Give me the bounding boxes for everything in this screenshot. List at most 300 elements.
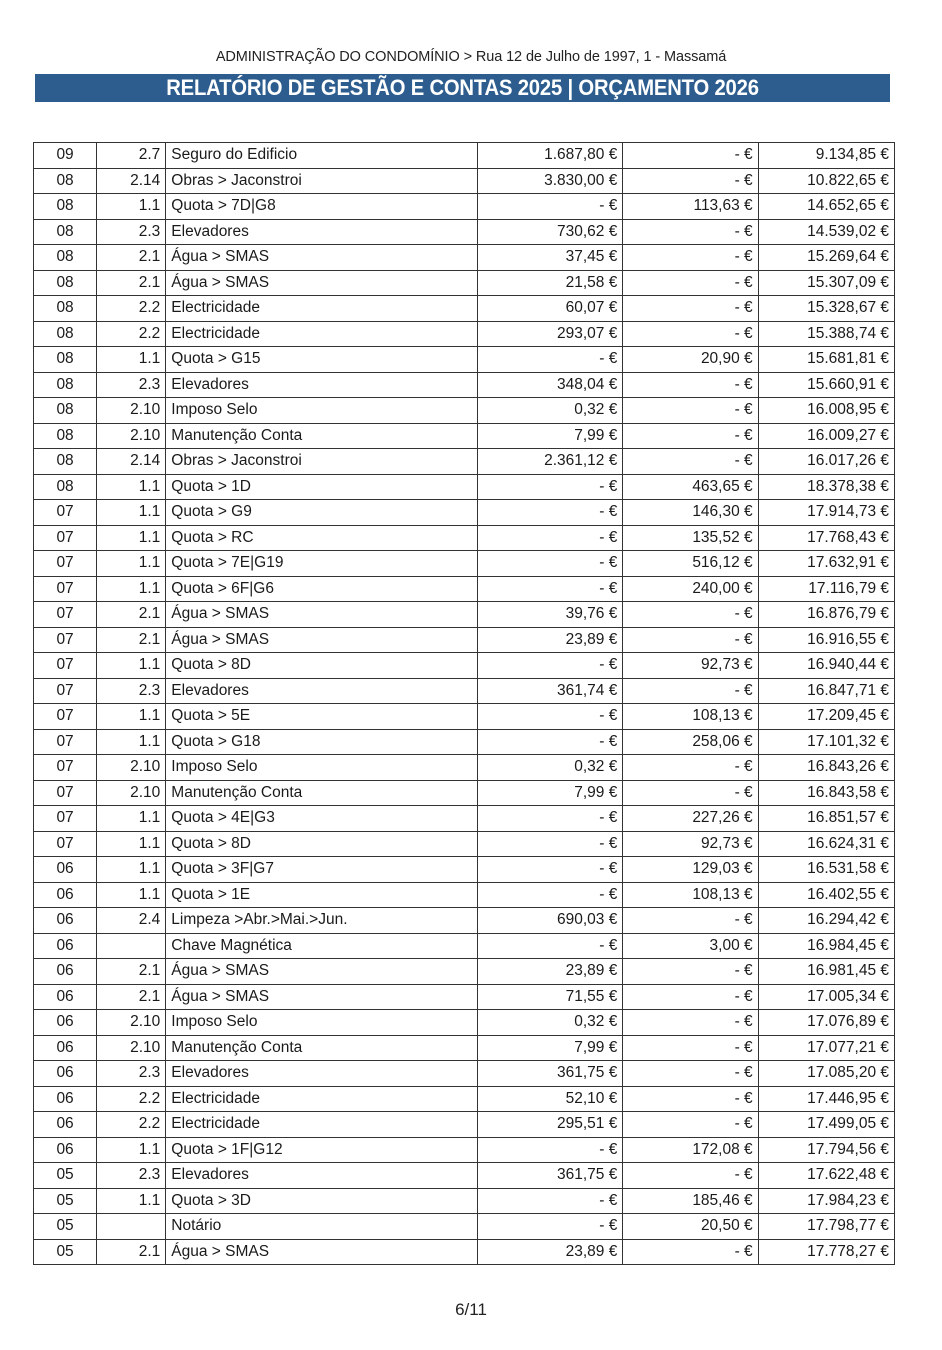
month-cell: 07	[34, 780, 97, 806]
month-cell: 06	[34, 984, 97, 1010]
account-code-cell: 2.1	[97, 984, 166, 1010]
table-row	[34, 1112, 895, 1138]
credit-cell: 516,12 €	[623, 551, 758, 577]
account-code-cell: 2.10	[97, 1010, 166, 1036]
description-cell: Água > SMAS	[166, 627, 478, 653]
table-row	[34, 755, 895, 781]
account-code-cell: 2.3	[97, 1061, 166, 1087]
credit-cell: 113,63 €	[623, 194, 758, 220]
table-row	[34, 1239, 895, 1265]
month-cell: 05	[34, 1163, 97, 1189]
credit-cell: - €	[623, 1112, 758, 1138]
debit-cell: 730,62 €	[478, 219, 623, 245]
balance-cell: 18.378,38 €	[758, 474, 894, 500]
month-cell: 08	[34, 398, 97, 424]
month-cell: 08	[34, 168, 97, 194]
month-cell: 07	[34, 525, 97, 551]
balance-cell: 14.539,02 €	[758, 219, 894, 245]
description-cell: Quota > 1F|G12	[166, 1137, 478, 1163]
debit-cell: 361,75 €	[478, 1061, 623, 1087]
account-code-cell: 2.14	[97, 449, 166, 475]
balance-cell: 14.652,65 €	[758, 194, 894, 220]
account-code-cell: 2.2	[97, 1112, 166, 1138]
description-cell: Seguro do Edificio	[166, 143, 478, 169]
month-cell: 07	[34, 551, 97, 577]
description-cell: Elevadores	[166, 219, 478, 245]
balance-cell: 17.101,32 €	[758, 729, 894, 755]
month-cell: 08	[34, 270, 97, 296]
month-cell: 06	[34, 1112, 97, 1138]
description-cell: Quota > 3D	[166, 1188, 478, 1214]
credit-cell: 258,06 €	[623, 729, 758, 755]
description-cell: Quota > 8D	[166, 653, 478, 679]
debit-cell: 0,32 €	[478, 398, 623, 424]
description-cell: Manutenção Conta	[166, 1035, 478, 1061]
account-code-cell: 1.1	[97, 1137, 166, 1163]
account-code-cell: 2.1	[97, 245, 166, 271]
credit-cell: - €	[623, 1086, 758, 1112]
page-number: 6/11	[455, 1300, 487, 1319]
month-cell: 06	[34, 933, 97, 959]
debit-cell: - €	[478, 729, 623, 755]
credit-cell: 129,03 €	[623, 857, 758, 883]
description-cell: Electricidade	[166, 296, 478, 322]
description-cell: Quota > 1D	[166, 474, 478, 500]
table-row	[34, 984, 895, 1010]
debit-cell: - €	[478, 653, 623, 679]
debit-cell: 0,32 €	[478, 755, 623, 781]
account-code-cell: 2.1	[97, 959, 166, 985]
debit-cell: - €	[478, 806, 623, 832]
account-code-cell: 2.14	[97, 168, 166, 194]
table-row	[34, 449, 895, 475]
credit-cell: - €	[623, 372, 758, 398]
credit-cell: - €	[623, 321, 758, 347]
month-cell: 06	[34, 1061, 97, 1087]
description-cell: Electricidade	[166, 1112, 478, 1138]
account-code-cell: 2.3	[97, 1163, 166, 1189]
balance-cell: 17.209,45 €	[758, 704, 894, 730]
month-cell: 06	[34, 1010, 97, 1036]
account-code-cell	[97, 933, 166, 959]
balance-cell: 17.914,73 €	[758, 500, 894, 526]
balance-cell: 17.116,79 €	[758, 576, 894, 602]
table-row	[34, 1137, 895, 1163]
balance-cell: 15.269,64 €	[758, 245, 894, 271]
description-cell: Quota > G15	[166, 347, 478, 373]
credit-cell: - €	[623, 984, 758, 1010]
credit-cell: - €	[623, 219, 758, 245]
description-cell: Imposo Selo	[166, 398, 478, 424]
account-code-cell: 1.1	[97, 576, 166, 602]
description-cell: Quota > 7E|G19	[166, 551, 478, 577]
debit-cell: 7,99 €	[478, 780, 623, 806]
month-cell: 07	[34, 500, 97, 526]
account-code-cell: 2.1	[97, 602, 166, 628]
table-row	[34, 704, 895, 730]
credit-cell: 463,65 €	[623, 474, 758, 500]
header-subtitle: ADMINISTRAÇÃO DO CONDOMÍNIO > Rua 12 de Julho de 1997, 1 - Massamá	[215, 49, 727, 65]
debit-cell: - €	[478, 857, 623, 883]
table-row	[34, 423, 895, 449]
account-code-cell: 2.1	[97, 1239, 166, 1265]
description-cell: Água > SMAS	[166, 1239, 478, 1265]
credit-cell: 185,46 €	[623, 1188, 758, 1214]
debit-cell: 361,74 €	[478, 678, 623, 704]
table-row	[34, 908, 895, 934]
credit-cell: 108,13 €	[623, 704, 758, 730]
description-cell: Notário	[166, 1214, 478, 1240]
description-cell: Água > SMAS	[166, 270, 478, 296]
debit-cell: 3.830,00 €	[478, 168, 623, 194]
description-cell: Limpeza >Abr.>Mai.>Jun.	[166, 908, 478, 934]
credit-cell: 3,00 €	[623, 933, 758, 959]
balance-cell: 17.077,21 €	[758, 1035, 894, 1061]
balance-cell: 17.798,77 €	[758, 1214, 894, 1240]
debit-cell: - €	[478, 576, 623, 602]
description-cell: Imposo Selo	[166, 1010, 478, 1036]
credit-cell: - €	[623, 959, 758, 985]
table-row	[34, 1188, 895, 1214]
table-row	[34, 270, 895, 296]
debit-cell: - €	[478, 525, 623, 551]
account-code-cell: 2.10	[97, 423, 166, 449]
balance-cell: 16.008,95 €	[758, 398, 894, 424]
balance-cell: 10.822,65 €	[758, 168, 894, 194]
debit-cell: - €	[478, 194, 623, 220]
balance-cell: 16.531,58 €	[758, 857, 894, 883]
description-cell: Quota > 8D	[166, 831, 478, 857]
balance-cell: 16.294,42 €	[758, 908, 894, 934]
table-row	[34, 194, 895, 220]
description-cell: Chave Magnética	[166, 933, 478, 959]
account-code-cell: 1.1	[97, 347, 166, 373]
table-row	[34, 1061, 895, 1087]
month-cell: 06	[34, 1086, 97, 1112]
account-code-cell: 2.2	[97, 296, 166, 322]
balance-cell: 16.940,44 €	[758, 653, 894, 679]
month-cell: 08	[34, 372, 97, 398]
month-cell: 08	[34, 423, 97, 449]
table-row	[34, 1010, 895, 1036]
credit-cell: - €	[623, 449, 758, 475]
debit-cell: 23,89 €	[478, 627, 623, 653]
table-row	[34, 347, 895, 373]
debit-cell: - €	[478, 474, 623, 500]
balance-cell: 15.307,09 €	[758, 270, 894, 296]
balance-cell: 15.660,91 €	[758, 372, 894, 398]
description-cell: Água > SMAS	[166, 984, 478, 1010]
balance-cell: 17.794,56 €	[758, 1137, 894, 1163]
account-code-cell	[97, 1214, 166, 1240]
month-cell: 06	[34, 1035, 97, 1061]
balance-cell: 17.005,34 €	[758, 984, 894, 1010]
account-code-cell: 2.3	[97, 372, 166, 398]
debit-cell: 7,99 €	[478, 1035, 623, 1061]
table-row	[34, 678, 895, 704]
balance-cell: 16.984,45 €	[758, 933, 894, 959]
debit-cell: 23,89 €	[478, 1239, 623, 1265]
account-code-cell: 2.2	[97, 321, 166, 347]
account-code-cell: 1.1	[97, 806, 166, 832]
debit-cell: - €	[478, 551, 623, 577]
balance-cell: 16.402,55 €	[758, 882, 894, 908]
account-code-cell: 1.1	[97, 857, 166, 883]
account-code-cell: 2.10	[97, 755, 166, 781]
account-code-cell: 1.1	[97, 525, 166, 551]
account-code-cell: 2.10	[97, 1035, 166, 1061]
account-code-cell: 2.2	[97, 1086, 166, 1112]
table-row	[34, 398, 895, 424]
table-row	[34, 602, 895, 628]
balance-cell: 17.632,91 €	[758, 551, 894, 577]
table-row	[34, 321, 895, 347]
table-row	[34, 1086, 895, 1112]
credit-cell: - €	[623, 627, 758, 653]
credit-cell: 92,73 €	[623, 831, 758, 857]
account-code-cell: 1.1	[97, 882, 166, 908]
balance-cell: 17.446,95 €	[758, 1086, 894, 1112]
credit-cell: - €	[623, 423, 758, 449]
month-cell: 07	[34, 678, 97, 704]
month-cell: 07	[34, 576, 97, 602]
description-cell: Quota > 4E|G3	[166, 806, 478, 832]
table-row	[34, 1035, 895, 1061]
debit-cell: - €	[478, 882, 623, 908]
debit-cell: - €	[478, 347, 623, 373]
debit-cell: 361,75 €	[478, 1163, 623, 1189]
credit-cell: - €	[623, 398, 758, 424]
account-code-cell: 2.10	[97, 780, 166, 806]
description-cell: Elevadores	[166, 1163, 478, 1189]
ledger-body	[34, 143, 895, 1265]
debit-cell: - €	[478, 1188, 623, 1214]
balance-cell: 17.768,43 €	[758, 525, 894, 551]
month-cell: 09	[34, 143, 97, 169]
account-code-cell: 2.3	[97, 678, 166, 704]
credit-cell: - €	[623, 678, 758, 704]
table-row	[34, 959, 895, 985]
balance-cell: 15.328,67 €	[758, 296, 894, 322]
account-code-cell: 1.1	[97, 551, 166, 577]
month-cell: 07	[34, 729, 97, 755]
debit-cell: - €	[478, 831, 623, 857]
description-cell: Elevadores	[166, 678, 478, 704]
description-cell: Manutenção Conta	[166, 423, 478, 449]
month-cell: 08	[34, 449, 97, 475]
month-cell: 06	[34, 908, 97, 934]
balance-cell: 15.388,74 €	[758, 321, 894, 347]
credit-cell: - €	[623, 168, 758, 194]
balance-cell: 16.916,55 €	[758, 627, 894, 653]
account-code-cell: 1.1	[97, 1188, 166, 1214]
credit-cell: - €	[623, 908, 758, 934]
balance-cell: 16.843,58 €	[758, 780, 894, 806]
account-code-cell: 1.1	[97, 194, 166, 220]
debit-cell: 23,89 €	[478, 959, 623, 985]
month-cell: 08	[34, 347, 97, 373]
table-row	[34, 882, 895, 908]
debit-cell: 60,07 €	[478, 296, 623, 322]
credit-cell: 172,08 €	[623, 1137, 758, 1163]
balance-cell: 16.009,27 €	[758, 423, 894, 449]
debit-cell: 690,03 €	[478, 908, 623, 934]
debit-cell: 1.687,80 €	[478, 143, 623, 169]
credit-cell: - €	[623, 245, 758, 271]
credit-cell: 240,00 €	[623, 576, 758, 602]
debit-cell: - €	[478, 704, 623, 730]
credit-cell: - €	[623, 143, 758, 169]
table-row	[34, 474, 895, 500]
ledger-table	[33, 142, 895, 1265]
balance-cell: 17.622,48 €	[758, 1163, 894, 1189]
description-cell: Quota > 6F|G6	[166, 576, 478, 602]
table-row	[34, 857, 895, 883]
balance-cell: 16.851,57 €	[758, 806, 894, 832]
month-cell: 07	[34, 653, 97, 679]
credit-cell: 20,90 €	[623, 347, 758, 373]
balance-cell: 16.981,45 €	[758, 959, 894, 985]
month-cell: 07	[34, 627, 97, 653]
account-code-cell: 1.1	[97, 831, 166, 857]
debit-cell: 2.361,12 €	[478, 449, 623, 475]
table-row	[34, 653, 895, 679]
description-cell: Manutenção Conta	[166, 780, 478, 806]
credit-cell: 92,73 €	[623, 653, 758, 679]
balance-cell: 15.681,81 €	[758, 347, 894, 373]
table-row	[34, 500, 895, 526]
credit-cell: - €	[623, 296, 758, 322]
balance-cell: 16.876,79 €	[758, 602, 894, 628]
month-cell: 08	[34, 296, 97, 322]
credit-cell: - €	[623, 270, 758, 296]
balance-cell: 17.984,23 €	[758, 1188, 894, 1214]
table-row	[34, 831, 895, 857]
balance-cell: 16.843,26 €	[758, 755, 894, 781]
credit-cell: 135,52 €	[623, 525, 758, 551]
credit-cell: - €	[623, 1010, 758, 1036]
table-row	[34, 933, 895, 959]
month-cell: 08	[34, 219, 97, 245]
table-row	[34, 780, 895, 806]
debit-cell: 295,51 €	[478, 1112, 623, 1138]
month-cell: 08	[34, 194, 97, 220]
description-cell: Obras > Jaconstroi	[166, 168, 478, 194]
table-row	[34, 729, 895, 755]
description-cell: Imposo Selo	[166, 755, 478, 781]
credit-cell: - €	[623, 780, 758, 806]
description-cell: Quota > 1E	[166, 882, 478, 908]
description-cell: Quota > G9	[166, 500, 478, 526]
description-cell: Elevadores	[166, 1061, 478, 1087]
account-code-cell: 2.1	[97, 270, 166, 296]
description-cell: Quota > 7D|G8	[166, 194, 478, 220]
table-row	[34, 296, 895, 322]
month-cell: 07	[34, 806, 97, 832]
debit-cell: 0,32 €	[478, 1010, 623, 1036]
credit-cell: 20,50 €	[623, 1214, 758, 1240]
report-title: RELATÓRIO DE GESTÃO E CONTAS 2025 | ORÇAMENTO 2026	[166, 75, 759, 100]
debit-cell: - €	[478, 1214, 623, 1240]
balance-cell: 17.076,89 €	[758, 1010, 894, 1036]
table-row	[34, 245, 895, 271]
table-row	[34, 143, 895, 169]
account-code-cell: 2.1	[97, 627, 166, 653]
debit-cell: 293,07 €	[478, 321, 623, 347]
debit-cell: 37,45 €	[478, 245, 623, 271]
debit-cell: 39,76 €	[478, 602, 623, 628]
account-code-cell: 2.3	[97, 219, 166, 245]
table-row	[34, 627, 895, 653]
balance-cell: 16.847,71 €	[758, 678, 894, 704]
description-cell: Água > SMAS	[166, 602, 478, 628]
table-row	[34, 551, 895, 577]
credit-cell: - €	[623, 755, 758, 781]
table-row	[34, 372, 895, 398]
table-row	[34, 219, 895, 245]
month-cell: 05	[34, 1239, 97, 1265]
table-row	[34, 806, 895, 832]
month-cell: 08	[34, 474, 97, 500]
description-cell: Quota > RC	[166, 525, 478, 551]
month-cell: 08	[34, 321, 97, 347]
month-cell: 06	[34, 1137, 97, 1163]
account-code-cell: 2.10	[97, 398, 166, 424]
credit-cell: - €	[623, 602, 758, 628]
description-cell: Electricidade	[166, 1086, 478, 1112]
month-cell: 07	[34, 755, 97, 781]
account-code-cell: 1.1	[97, 474, 166, 500]
account-code-cell: 1.1	[97, 500, 166, 526]
credit-cell: 227,26 €	[623, 806, 758, 832]
account-code-cell: 1.1	[97, 729, 166, 755]
balance-cell: 9.134,85 €	[758, 143, 894, 169]
description-cell: Elevadores	[166, 372, 478, 398]
table-row	[34, 576, 895, 602]
debit-cell: 71,55 €	[478, 984, 623, 1010]
month-cell: 07	[34, 831, 97, 857]
balance-cell: 17.499,05 €	[758, 1112, 894, 1138]
account-code-cell: 2.7	[97, 143, 166, 169]
account-code-cell: 1.1	[97, 704, 166, 730]
month-cell: 05	[34, 1214, 97, 1240]
debit-cell: - €	[478, 933, 623, 959]
table-row	[34, 525, 895, 551]
table-row	[34, 1214, 895, 1240]
balance-cell: 16.017,26 €	[758, 449, 894, 475]
credit-cell: - €	[623, 1163, 758, 1189]
balance-cell: 17.778,27 €	[758, 1239, 894, 1265]
debit-cell: 52,10 €	[478, 1086, 623, 1112]
month-cell: 06	[34, 959, 97, 985]
credit-cell: - €	[623, 1061, 758, 1087]
table-row	[34, 168, 895, 194]
account-code-cell: 2.4	[97, 908, 166, 934]
credit-cell: 108,13 €	[623, 882, 758, 908]
month-cell: 06	[34, 882, 97, 908]
credit-cell: - €	[623, 1035, 758, 1061]
account-code-cell: 1.1	[97, 653, 166, 679]
month-cell: 07	[34, 704, 97, 730]
balance-cell: 16.624,31 €	[758, 831, 894, 857]
description-cell: Água > SMAS	[166, 959, 478, 985]
debit-cell: - €	[478, 1137, 623, 1163]
credit-cell: 146,30 €	[623, 500, 758, 526]
description-cell: Quota > 3F|G7	[166, 857, 478, 883]
month-cell: 06	[34, 857, 97, 883]
credit-cell: - €	[623, 1239, 758, 1265]
description-cell: Electricidade	[166, 321, 478, 347]
